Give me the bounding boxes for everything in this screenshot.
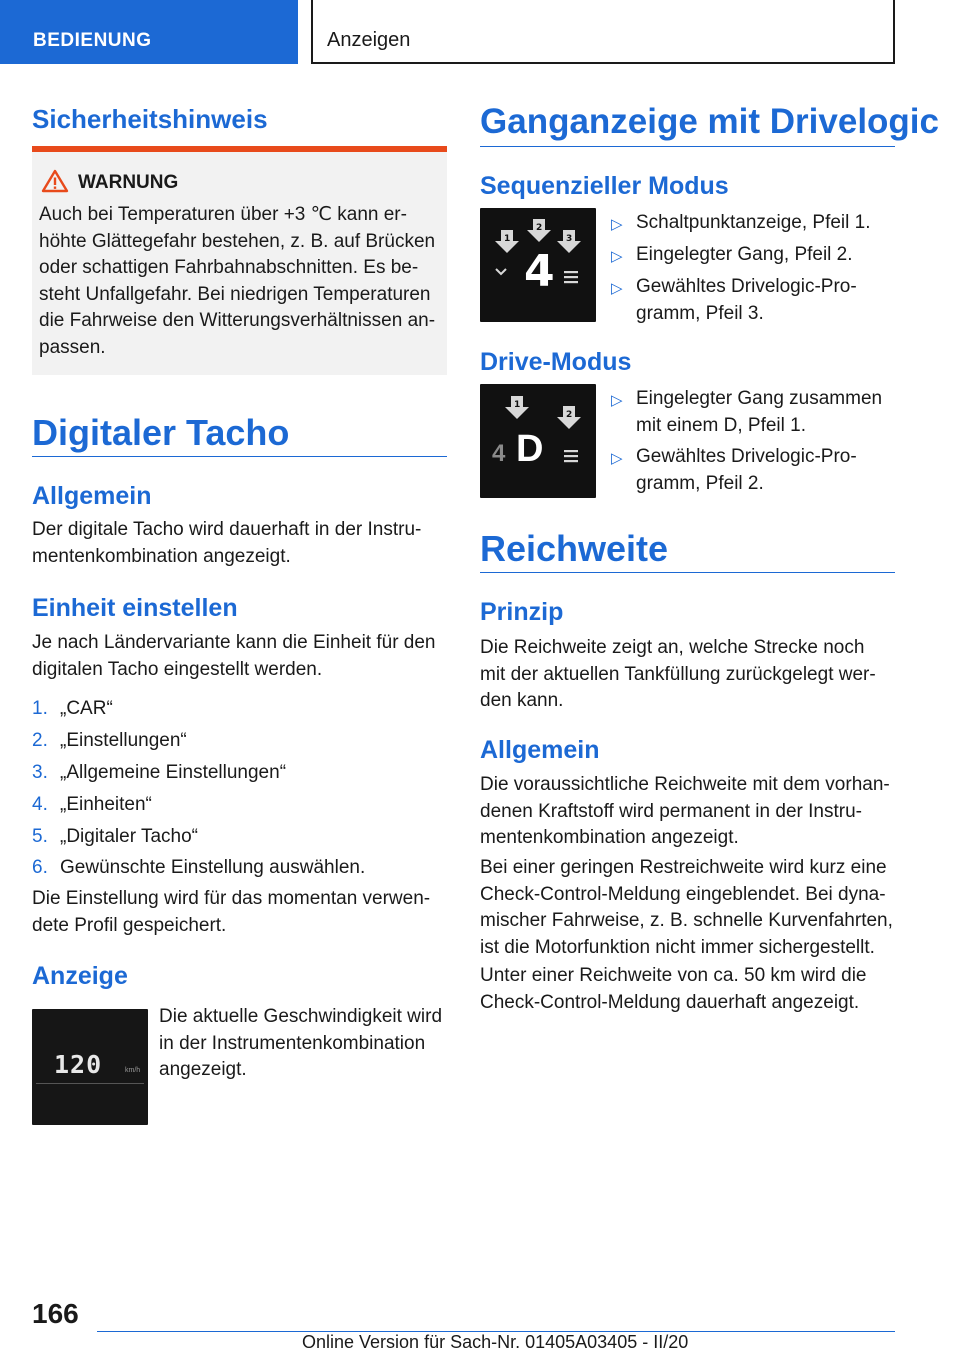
list-number: 5. bbox=[32, 826, 48, 847]
triangle-bullet-icon: ▷ bbox=[611, 216, 623, 233]
text-line: steht Unfallgefahr. Bei niedrigen Temperaturen bbox=[39, 283, 431, 305]
range-heading: Reichweite bbox=[480, 528, 669, 569]
triangle-bullet-icon: ▷ bbox=[611, 280, 623, 297]
unit-paragraph bbox=[32, 630, 452, 683]
text-line: Gewähltes Drivelogic-Pro- bbox=[636, 276, 857, 297]
text-line: gramm, Pfeil 2. bbox=[636, 472, 764, 494]
text-line: Check-Control-Meldung dauerhaft angezeigt. bbox=[480, 991, 860, 1013]
general-paragraph bbox=[32, 517, 452, 570]
range-general-paragraph-3 bbox=[480, 963, 900, 1016]
list-item bbox=[636, 444, 857, 497]
list-item bbox=[636, 210, 871, 237]
principle-heading: Prinzip bbox=[480, 598, 564, 626]
text-line: Der digitale Tacho wird dauerhaft in der Instru- bbox=[32, 519, 422, 540]
heading-rule bbox=[32, 456, 447, 457]
list-number: 3. bbox=[32, 762, 48, 783]
unit-heading: Einheit einstellen bbox=[32, 594, 238, 622]
text-line: mentenkombination angezeigt. bbox=[32, 545, 291, 567]
list-number: 2. bbox=[32, 730, 48, 751]
text-line: Die Einstellung wird für das momentan verwen- bbox=[32, 888, 431, 909]
text-line: Die Reichweite zeigt an, welche Strecke noch bbox=[480, 637, 865, 658]
speed-unit: km/h bbox=[125, 1067, 141, 1074]
svg-text:3: 3 bbox=[566, 234, 573, 244]
text-line: Gewähltes Drivelogic-Pro- bbox=[636, 446, 857, 467]
gear-heading: Ganganzeige mit Drivelogic bbox=[480, 102, 939, 141]
online-version-text: Online Version für Sach-Nr. 01405A03405 - II/20 bbox=[302, 1332, 689, 1352]
after-steps-paragraph bbox=[32, 886, 452, 939]
display-heading: Anzeige bbox=[32, 962, 128, 990]
text-line: passen. bbox=[39, 336, 106, 358]
list-item bbox=[32, 792, 152, 819]
text-line: Unter einer Reichweite von ca. 50 km wird die bbox=[480, 965, 867, 986]
sequential-mode-image bbox=[480, 208, 596, 322]
warning-bar bbox=[32, 146, 447, 152]
text-line: Check-Control-Meldung eingeblendet. Bei dyna- bbox=[480, 883, 886, 905]
list-text: „Einstellungen“ bbox=[60, 730, 187, 751]
list-item bbox=[636, 386, 882, 439]
text-line: in der Instrumentenkombination bbox=[159, 1032, 426, 1054]
text-line: gramm, Pfeil 3. bbox=[636, 302, 764, 324]
list-text: „CAR“ bbox=[60, 698, 113, 719]
triangle-bullet-icon: ▷ bbox=[611, 392, 623, 409]
drive-mode-image bbox=[480, 384, 596, 498]
list-text: „Einheiten“ bbox=[60, 794, 152, 815]
warning-triangle-icon bbox=[41, 169, 69, 193]
text-line: Eingelegter Gang, Pfeil 2. bbox=[636, 244, 853, 265]
text-line: Auch bei Temperaturen über +3 ℃ kann er- bbox=[39, 204, 407, 225]
triangle-bullet-icon: ▷ bbox=[611, 450, 623, 467]
list-number: 6. bbox=[32, 857, 48, 878]
text-line: mit einem D, Pfeil 1. bbox=[636, 414, 806, 436]
text-line: Je nach Ländervariante kann die Einheit für den bbox=[32, 632, 436, 653]
list-item bbox=[32, 824, 198, 851]
warning-text bbox=[39, 202, 444, 361]
text-line: dete Profil gespeichert. bbox=[32, 914, 227, 936]
heading-rule bbox=[480, 146, 895, 147]
drive-mode-letter: D bbox=[516, 428, 544, 470]
principle-paragraph bbox=[480, 635, 900, 715]
list-text: Gewünschte Einstellung auswählen. bbox=[60, 857, 366, 878]
list-number: 1. bbox=[32, 698, 48, 719]
speed-divider bbox=[36, 1083, 144, 1084]
text-line: die Fahrweise den Witterungsverhältnissen an- bbox=[39, 310, 436, 331]
text-line: Die aktuelle Geschwindigkeit wird bbox=[159, 1006, 443, 1027]
text-line: mentenkombination angezeigt. bbox=[480, 827, 739, 848]
svg-text:1: 1 bbox=[514, 400, 521, 410]
svg-text:2: 2 bbox=[566, 410, 573, 420]
seq-heading: Sequenzieller Modus bbox=[480, 172, 729, 200]
text-line: oder schattigen Fahrbahnabschnitten. Es be- bbox=[39, 257, 419, 278]
list-item bbox=[32, 855, 365, 882]
warning-box bbox=[32, 146, 447, 375]
text-line: mit der aktuellen Tankfüllung zurückgelegt wer- bbox=[480, 663, 876, 685]
list-text: „Allgemeine Einstellungen“ bbox=[60, 762, 287, 783]
drive-gear: 4 bbox=[492, 440, 506, 467]
general-heading: Allgemein bbox=[32, 482, 152, 510]
chapter-title: Anzeigen bbox=[311, 0, 895, 64]
text-line: Die voraussichtliche Reichweite mit dem vorhan- bbox=[480, 774, 890, 795]
list-item bbox=[32, 760, 286, 787]
text-line: Schaltpunktanzeige, Pfeil 1. bbox=[636, 212, 871, 233]
svg-text:1: 1 bbox=[504, 234, 511, 244]
text-line: digitalen Tacho eingestellt werden. bbox=[32, 658, 323, 680]
range-general-heading: Allgemein bbox=[480, 736, 600, 764]
speed-value: 120 bbox=[54, 1050, 103, 1079]
list-item bbox=[636, 274, 857, 327]
list-item bbox=[32, 728, 187, 755]
triangle-bullet-icon: ▷ bbox=[611, 248, 623, 265]
heading-rule bbox=[480, 572, 895, 573]
list-item bbox=[32, 696, 113, 723]
section-tab: BEDIENUNG bbox=[0, 0, 298, 64]
text-line: denen Kraftstoff wird permanent in der Instru- bbox=[480, 800, 862, 822]
display-paragraph bbox=[159, 1004, 449, 1084]
list-number: 4. bbox=[32, 794, 48, 815]
warning-title: WARNUNG bbox=[78, 172, 179, 193]
speedometer-image bbox=[32, 1009, 148, 1125]
svg-text:2: 2 bbox=[536, 223, 543, 233]
text-line: den kann. bbox=[480, 690, 564, 711]
range-general-paragraph-2 bbox=[480, 855, 900, 961]
list-text: „Digitaler Tacho“ bbox=[60, 826, 198, 847]
page-number: 166 bbox=[32, 1298, 79, 1329]
list-item bbox=[636, 242, 853, 269]
text-line: ist die Motorfunktion nicht immer sichergestellt. bbox=[480, 936, 875, 958]
safety-heading: Sicherheitshinweis bbox=[32, 104, 268, 134]
current-gear: 4 bbox=[524, 246, 555, 297]
text-line: angezeigt. bbox=[159, 1059, 247, 1080]
range-general-paragraph-1 bbox=[480, 772, 900, 852]
tacho-heading: Digitaler Tacho bbox=[32, 412, 290, 453]
drive-heading: Drive-Modus bbox=[480, 348, 632, 376]
text-line: Eingelegter Gang zusammen bbox=[636, 388, 883, 409]
text-line: Bei einer geringen Restreichweite wird kurz eine bbox=[480, 857, 887, 878]
text-line: mischer Fahrweise, z. B. schnelle Kurvenfahrten, bbox=[480, 910, 893, 931]
text-line: höhte Glättegefahr bestehen, z. B. auf Brücken bbox=[39, 230, 436, 252]
